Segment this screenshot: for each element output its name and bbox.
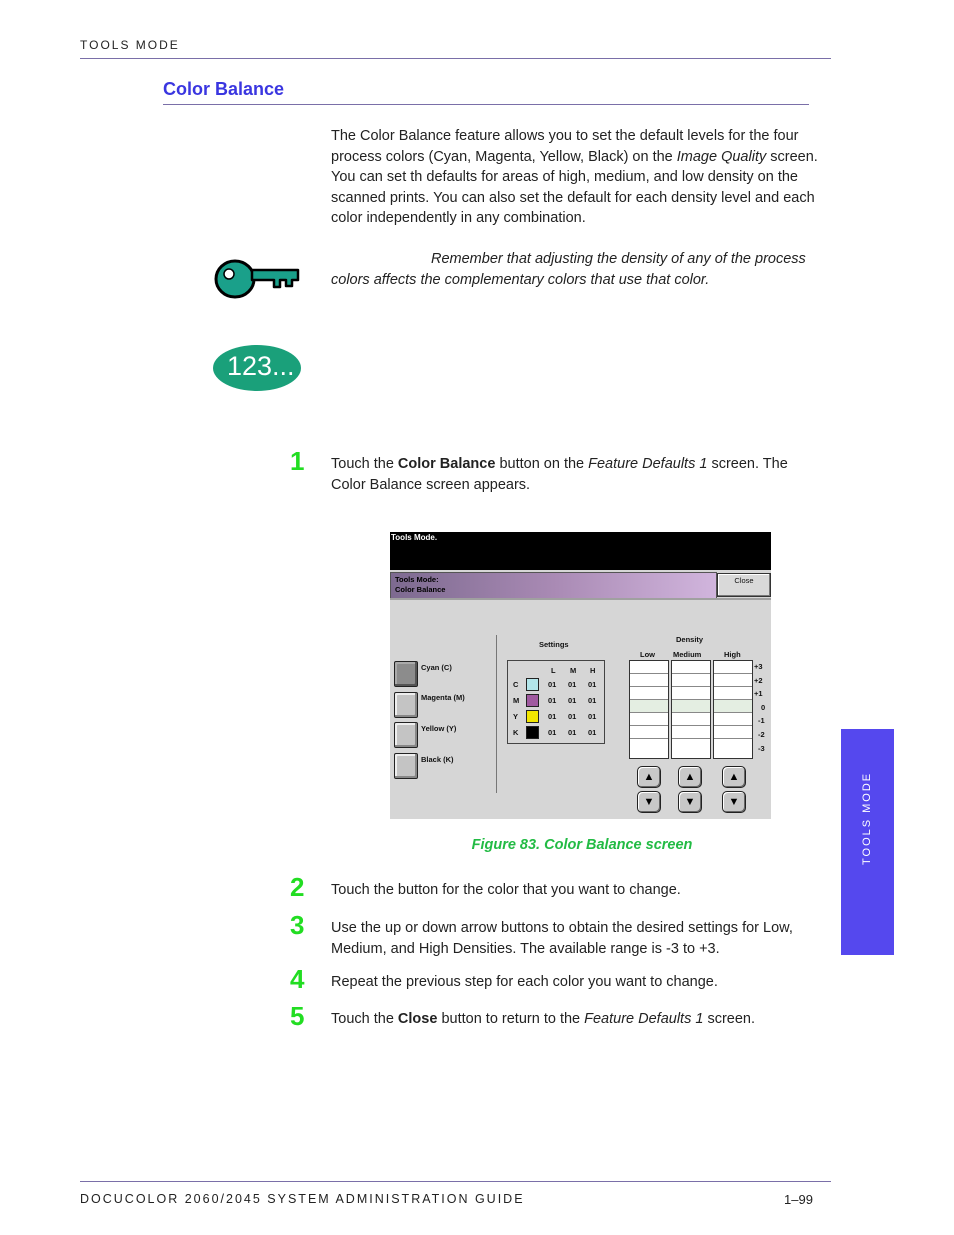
yellow-label: Yellow (Y) (421, 724, 457, 733)
figure-caption: Figure 83. Color Balance screen (471, 837, 693, 853)
subtitle-line-1: Tools Mode: (395, 575, 439, 584)
settings-value: 01 (548, 712, 557, 721)
step-text: Touch the Close button to return to the Feature Defaults 1 screen. (331, 1011, 756, 1027)
step-text: Touch the button for the color that you want to change. (331, 882, 681, 898)
step-text: Use the up or down arrow buttons to obtain the desired settings for Low, Medium, and High Densities. The available range is -3 to +3. (331, 920, 793, 957)
black-label: Black (K) (421, 755, 454, 764)
density-col-medium: Medium (673, 650, 702, 659)
subtitle-line-2: Color Balance (395, 585, 446, 594)
settings-value: 01 (568, 696, 577, 705)
high-down-arrow-button[interactable]: ▼ (722, 791, 746, 813)
settings-value: 01 (588, 712, 597, 721)
settings-row-key: M (513, 696, 520, 705)
settings-value: 01 (588, 680, 597, 689)
high-up-arrow-button[interactable]: ▲ (722, 766, 746, 788)
yellow-button[interactable] (394, 722, 418, 748)
settings-header: H (590, 666, 596, 675)
settings-value: 01 (588, 696, 597, 705)
yellow-swatch (526, 710, 539, 723)
step-text: Touch the Color Balance button on the Feature Defaults 1 screen. The Color Balance screen appears. (331, 456, 788, 493)
footer-rule (80, 1181, 831, 1182)
scale-label: +1 (754, 689, 763, 698)
running-head: TOOLS MODE (80, 38, 180, 52)
settings-value: 01 (548, 680, 557, 689)
side-tab (841, 729, 894, 955)
settings-row-key: Y (513, 712, 519, 721)
scale-label: +3 (754, 662, 763, 671)
step-number: 1 (290, 446, 305, 476)
window-title-bar (390, 532, 771, 570)
scale-label: -2 (758, 730, 765, 739)
medium-down-arrow-button[interactable]: ▼ (678, 791, 702, 813)
settings-label: Settings (539, 640, 569, 649)
scale-label: -3 (758, 744, 765, 753)
settings-header: L (551, 666, 556, 675)
page-number: 1–99 (784, 1192, 813, 1207)
step-number: 4 (290, 964, 305, 994)
settings-header: M (570, 666, 577, 675)
magenta-button[interactable] (394, 692, 418, 718)
header-rule (80, 58, 831, 59)
note-text: Remember that adjusting the density of any of the process colors affects the complementary colors that use that color. (331, 251, 806, 288)
step-number: 2 (290, 872, 305, 902)
scale-label: +2 (754, 676, 763, 685)
scale-label: -1 (758, 716, 765, 725)
density-label: Density (676, 635, 704, 644)
density-scale-low (629, 660, 669, 759)
settings-value: 01 (568, 728, 577, 737)
settings-row-key: C (513, 680, 519, 689)
step-number: 3 (290, 910, 305, 940)
low-down-arrow-button[interactable]: ▼ (637, 791, 661, 813)
cyan-button[interactable] (394, 661, 418, 687)
black-button[interactable] (394, 753, 418, 779)
magenta-label: Magenta (M) (421, 693, 465, 702)
key-icon (212, 256, 302, 302)
magenta-swatch (526, 694, 539, 707)
settings-value: 01 (548, 696, 557, 705)
section-title-rule (163, 104, 809, 105)
density-col-low: Low (640, 650, 655, 659)
settings-row-key: K (513, 728, 519, 737)
settings-value: 01 (568, 712, 577, 721)
scale-label: 0 (761, 703, 766, 712)
cyan-swatch (526, 678, 539, 691)
black-swatch (526, 726, 539, 739)
section-title: Color Balance (163, 79, 285, 99)
screen-subtitle-bar (390, 572, 717, 600)
color-balance-screen-figure (390, 532, 771, 819)
settings-table (507, 660, 605, 744)
close-button[interactable]: Close (717, 573, 771, 597)
steps-123-icon (213, 345, 301, 391)
steps-icon-label: 123... (227, 351, 295, 381)
window-title: Tools Mode. (391, 533, 438, 542)
density-scale-high (713, 660, 753, 759)
side-tab-label: TOOLS MODE (861, 771, 873, 865)
settings-value: 01 (588, 728, 597, 737)
panel-divider (496, 635, 497, 793)
step-text: Repeat the previous step for each color you want to change. (331, 974, 718, 990)
step-number: 5 (290, 1001, 305, 1031)
footer-title: DOCUCOLOR 2060/2045 SYSTEM ADMINISTRATION GUIDE (80, 1192, 525, 1206)
medium-up-arrow-button[interactable]: ▲ (678, 766, 702, 788)
cyan-label: Cyan (C) (421, 663, 452, 672)
density-scale-medium (671, 660, 711, 759)
settings-value: 01 (568, 680, 577, 689)
intro-paragraph: The Color Balance feature allows you to set the default levels for the four process colors (Cyan, Magenta, Yellow, Black) on the Image Quality screen. You can set th defaults for areas of high, medium, and low density on the scanned prints. You can also set the default for each density level and each color independently in any combination. (331, 128, 818, 226)
divider (390, 598, 771, 600)
settings-value: 01 (548, 728, 557, 737)
density-col-high: High (724, 650, 741, 659)
low-up-arrow-button[interactable]: ▲ (637, 766, 661, 788)
